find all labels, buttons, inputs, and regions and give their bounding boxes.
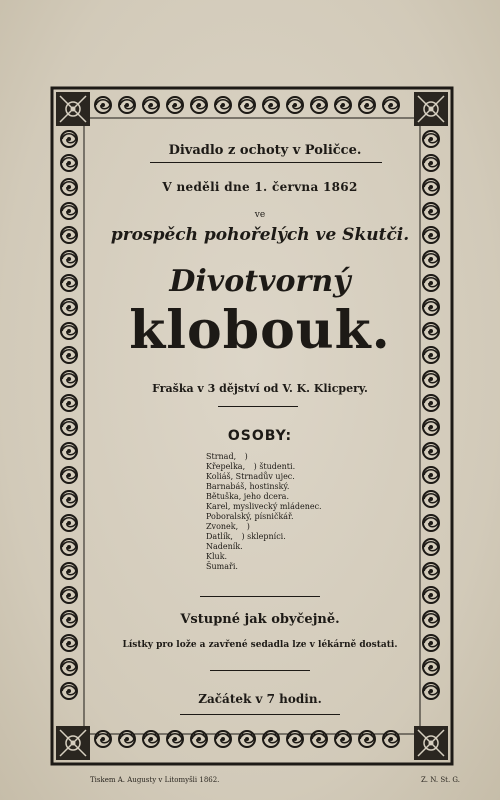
border-scroll — [263, 97, 279, 113]
border-scroll — [423, 491, 439, 507]
border-scroll — [61, 155, 77, 171]
border-scroll — [423, 155, 439, 171]
border-scroll — [215, 731, 231, 747]
cast-item: Poboralský, písničkář. — [206, 512, 294, 521]
border-scroll — [423, 323, 439, 339]
border-scroll — [423, 563, 439, 579]
border-scroll — [61, 179, 77, 195]
performance-date: V neděli dne 1. června 1862 — [162, 180, 358, 194]
border-scroll — [287, 731, 303, 747]
play-title-line2: klobouk. — [129, 300, 391, 361]
border-scroll — [423, 419, 439, 435]
border-scroll — [423, 539, 439, 555]
border-scroll — [61, 611, 77, 627]
border-scroll — [95, 731, 111, 747]
border-scroll — [61, 131, 77, 147]
border-scroll — [359, 97, 375, 113]
corner-ornament-tl — [56, 92, 90, 126]
border-scroll — [167, 97, 183, 113]
conjunction-text: ve — [254, 210, 266, 220]
border-scroll — [423, 611, 439, 627]
border-scroll — [61, 539, 77, 555]
border-scroll — [263, 731, 279, 747]
theatre-header: Divadlo z ochoty v Poličce. — [168, 143, 362, 158]
border-scroll — [383, 97, 399, 113]
border-scroll — [311, 731, 327, 747]
border-scroll — [423, 443, 439, 459]
start-rule — [180, 714, 340, 715]
border-scroll — [423, 131, 439, 147]
border-scroll — [119, 731, 135, 747]
border-scroll — [167, 731, 183, 747]
tickets-rule — [210, 670, 310, 671]
border-scroll — [423, 347, 439, 363]
cast-item: Karel, myslivecký mládenec. — [206, 502, 322, 511]
border-scroll — [61, 203, 77, 219]
border-scroll — [191, 97, 207, 113]
cast-item: Křepelka, ) študenti. — [206, 462, 296, 471]
border-scroll — [191, 731, 207, 747]
border-scroll — [423, 275, 439, 291]
border-scroll — [335, 731, 351, 747]
border-scroll — [61, 587, 77, 603]
border-scroll — [311, 97, 327, 113]
border-scroll — [61, 635, 77, 651]
border-scroll — [423, 395, 439, 411]
tickets-line: Lístky pro lože a zavřené sedadla lze v lékárně dostati. — [122, 640, 398, 650]
border-scroll — [423, 659, 439, 675]
admission-line: Vstupné jak obyčejně. — [180, 612, 340, 627]
cast-item: Koliáš, Strnadův ujec. — [206, 472, 295, 481]
border-scroll — [61, 227, 77, 243]
border-scroll — [423, 251, 439, 267]
cast-item: Strnad, ) — [206, 452, 248, 461]
border-scroll — [61, 371, 77, 387]
cast-item: Bětuška, jeho dcera. — [206, 492, 289, 501]
border-scroll — [61, 467, 77, 483]
corner-ornament-bl — [56, 726, 90, 760]
border-scroll — [335, 97, 351, 113]
border-scroll — [61, 443, 77, 459]
print-code: Z. N. St. G. — [421, 776, 460, 784]
border-scroll — [423, 371, 439, 387]
border-scroll — [61, 299, 77, 315]
corner-ornament-tr — [414, 92, 448, 126]
border-scroll — [61, 515, 77, 531]
play-subtitle: Fraška v 3 dějství od V. K. Klicpery. — [152, 382, 368, 395]
cast-item: Šumaři. — [206, 562, 238, 571]
benefit-line: prospěch pohořelých ve Skutči. — [110, 225, 410, 245]
corner-ornament-br — [414, 726, 448, 760]
border-scroll — [95, 97, 111, 113]
cast-item: Nadeník. — [206, 542, 243, 551]
border-scroll — [239, 97, 255, 113]
border-scroll — [423, 683, 439, 699]
border-scroll — [61, 659, 77, 675]
border-scroll — [423, 179, 439, 195]
border-scroll — [423, 587, 439, 603]
border-scroll — [287, 97, 303, 113]
border-scroll — [61, 563, 77, 579]
border-scroll — [61, 275, 77, 291]
cast-rule — [200, 596, 320, 597]
border-scroll — [61, 683, 77, 699]
border-scroll — [423, 467, 439, 483]
subtitle-rule — [218, 406, 298, 407]
cast-item: Kluk. — [206, 552, 228, 561]
border-scroll — [423, 299, 439, 315]
printer-imprint: Tiskem A. Augusty v Litomyšli 1862. — [90, 776, 220, 784]
border-scroll — [61, 323, 77, 339]
border-scroll — [215, 97, 231, 113]
border-scroll — [61, 491, 77, 507]
border-scroll — [423, 515, 439, 531]
border-scroll — [61, 251, 77, 267]
cast-item: Barnabáš, hostinský. — [206, 482, 290, 491]
border-scroll — [383, 731, 399, 747]
cast-list — [206, 452, 376, 572]
start-time: Začátek v 7 hodin. — [198, 692, 322, 706]
border-scroll — [143, 97, 159, 113]
cast-heading: OSOBY: — [227, 428, 293, 444]
border-scroll — [423, 227, 439, 243]
cast-item: Datlík, ) sklepníci. — [206, 532, 286, 541]
header-rule — [150, 162, 382, 163]
border-scroll — [61, 395, 77, 411]
border-scroll — [239, 731, 255, 747]
border-scroll — [61, 347, 77, 363]
border-scroll — [359, 731, 375, 747]
border-scroll — [423, 203, 439, 219]
cast-item: Zvonek, ) — [206, 522, 250, 531]
border-scroll — [143, 731, 159, 747]
play-title-line1: Divotvorný — [169, 264, 351, 299]
border-scroll — [61, 419, 77, 435]
border-scroll — [119, 97, 135, 113]
